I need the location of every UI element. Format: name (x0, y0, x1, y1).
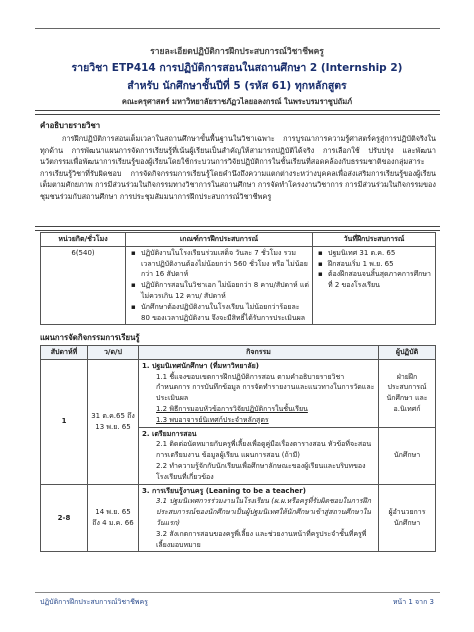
description-divider (35, 226, 440, 231)
footer-rule (35, 592, 440, 593)
activity-item: 3.1 ปฐมนิเทศการร่วมงานในโรงเรียน (ผ.ผ.หรือครูที่รับผิดชอบในการฝึกประสบการณ์ของนักศึกษาเป็นผู้ปฐมนิเทศให้นักศึกษาเข้าสู่สถานศึกษาในวันแรก) (156, 497, 372, 527)
col-actor: ผู้ปฏิบัติ (379, 346, 436, 360)
credits-value: 6(540) (41, 246, 126, 325)
criteria-item: ▪ ปฏิบัติงานในโรงเรียนร่วมเสด็จ วันละ 7 ชั่วโมง รวมเวลาปฏิบัติงานต้องไม่น้อยกว่า 560 ชั่วโมง หรือ ไม่น้อยกว่า 16 สัปดาห์ (141, 248, 309, 280)
date-item: ▪ ฝึกสอนเริ่ม 1 พ.ย. 65 (328, 259, 432, 270)
dates-cell (313, 246, 436, 325)
col-criteria: เกณฑ์การฝึกประสบการณ์ (126, 233, 313, 247)
date-item: ▪ ต้องฝึกสอนจนสิ้นสุดภาคการศึกษาที่ 2 ของโรงเรียน (328, 269, 432, 291)
col-dates: วันที่ฝึกประสบการณ์ (313, 233, 436, 247)
course-title: รายวิชา ETP414 การปฏิบัติการสอนในสถานศึกษา 2 (Internship 2) (71, 62, 403, 74)
footer-title: ปฏิบัติการฝึกประสบการณ์วิชาชีพครู (40, 598, 148, 606)
col-week: สัปดาห์ที่ (41, 346, 88, 360)
criteria-item: ▪ ปฏิบัติการสอนในวิชาเอก ไม่น้อยกว่า 8 คาบ/สัปดาห์ แต่ไม่ควรเกิน 12 คาบ/ สัปดาห์ (141, 280, 309, 302)
activity-cell (139, 427, 379, 484)
description-body (40, 133, 436, 203)
page-number: หน้า 1 จาก 3 (392, 598, 434, 606)
plan-heading: แผนการจัดกิจกรรมการเรียนรู้ (40, 333, 140, 342)
actor-cell: นักศึกษา (379, 427, 436, 484)
document-subtitle: รายละเอียดปฏิบัติการฝึกประสบการณ์วิชาชีพครู (150, 47, 324, 57)
description-text: การฝึกปฏิบัติการสอนเต็มเวลาในสถานศึกษาขั้นพื้นฐานในวิชาเฉพาะ การบูรณาการความรู้ศาสตร์ครูสู่การปฏิบัติจริงในทุกด้าน การพัฒนาแผนการจัดการเรียนรู้ที่เน้นผู้เรียนเป็นสำคัญให้สามารถปฏิบัติได้จริง การเลือกใช้ ปรับปรุง และพัฒนานวัตกรรมเพื่อพัฒนาการเรียนรู้ของผู้เรียนโดยใช้กระบวนการวิจัยปฏิบัติการในชั้นเรียนที่สอดคล้องกับธรรมชาติของกลุ่มสาระการเรียนรู้วิชาที่รับผิดชอบ การจัดกิจกรรมการเรียนรู้โดยคำนึงถึงความแตกต่างระหว่างบุคคลเพื่อส่งเสริมการเรียนรู้ของผู้เรียนเต็มตามศักยภาพ การมีส่วนร่วมในกิจกรรมทางวิชาการในสถานศึกษา การจัดทำโครงงานวิชาการ การมีส่วนร่วมในกิจกรรมของชุมชนร่วมกับสถานศึกษา การประชุมสัมมนาการฝึกประสบการณ์วิชาชีพครู (40, 134, 436, 201)
activity-item: 1.2 พิธีการมอบหัวข้อการวิจัยปฏิบัติการในชั้นเรียน (156, 404, 308, 413)
course-audience: สำหรับ นักศึกษาชั้นปีที่ 5 (รหัส 61) ทุกหลักสูตร (127, 80, 347, 92)
activity-title: 3. การเรียนรู้งานครู (Leaning to be a teacher) (142, 486, 306, 495)
date-range: 14 พ.ย. 65 ถึง 4 ม.ค. 66 (88, 484, 139, 552)
actor-cell: ฝ่ายฝึกประสบการณ์ นักศึกษา และ อ.นิเทศก์ (379, 359, 436, 427)
header-rule (35, 28, 440, 29)
activity-item: 2.2 ทำความรู้จักกับนักเรียนเพื่อศึกษาลักษณะของผู้เรียนและบริบทของโรงเรียนที่เกี่ยวข้อง (156, 461, 366, 481)
plan-row (41, 359, 436, 427)
activity-item: 1.3 พบอาจารย์นิเทศก์ประจำหลักสูตร (156, 415, 269, 424)
faculty-name: คณะครุศาสตร์ มหาวิทยาลัยราชภัฏวไลยอลงกรณ์ ในพระบรมราชูปถัมภ์ (121, 97, 353, 106)
date-item: ▪ ปฐมนิเทศ 31 ต.ค. 65 (328, 248, 432, 259)
description-heading: คำอธิบายรายวิชา (40, 121, 101, 130)
criteria-cell (126, 246, 313, 325)
activity-item: 3.2 สังเกตการสอนของครูพี่เลี้ยง และช่วยงานหน้าที่ครูประจำชั้นที่ครูพี่เลี้ยงมอบหมาย (156, 529, 367, 549)
criteria-item: ▪ นักศึกษาต้องปฏิบัติงานในโรงเรียน ไม่น้อยกว่าร้อยละ 80 ของเวลาปฏิบัติงาน จึงจะมีสิทธิ์ได้รับการประเมินผล (141, 302, 309, 324)
credit-table-header (41, 233, 436, 247)
credit-table-row (41, 246, 436, 325)
activity-cell (139, 484, 379, 552)
activity-title: 1. ปฐมนิเทศนักศึกษา (ที่มหาวิทยาลัย) (142, 361, 259, 370)
activity-item: 2.1 ติดต่อนัดหมายกับครูพี่เลี้ยงเพื่อดูคู่มือเรื่องตารางสอน หัวข้อที่จะสอน การเตรียมงาน ข้อมูลผู้เรียน แผนการสอน (ถ้ามี) (156, 440, 372, 460)
plan-table (40, 345, 436, 552)
credit-table (40, 232, 436, 325)
activity-item: 1.1 ชี้แจงขอบเขตการฝึกปฏิบัติการสอน ตามคำอธิบายรายวิชา กำหนดการ การบันทึกข้อมูล การจัดทำรายงานและแนวทางในการวัดและประเมินผล (156, 372, 375, 403)
col-credits: หน่วยกิต/ชั่วโมง (41, 233, 126, 247)
plan-table-header (41, 346, 436, 360)
title-divider (35, 110, 440, 115)
col-activity: กิจกรรม (139, 346, 379, 360)
activity-cell (139, 359, 379, 427)
week-number: 1 (41, 359, 88, 484)
date-range: 31 ต.ค.65 ถึง 13 พ.ย. 65 (88, 359, 139, 484)
col-date: ว/ด/ป (88, 346, 139, 360)
activity-title: 2. เตรียมการสอน (142, 429, 197, 438)
week-number: 2-8 (41, 484, 88, 552)
plan-row (41, 484, 436, 552)
actor-cell: ผู้อำนวยการ นักศึกษา (379, 484, 436, 552)
